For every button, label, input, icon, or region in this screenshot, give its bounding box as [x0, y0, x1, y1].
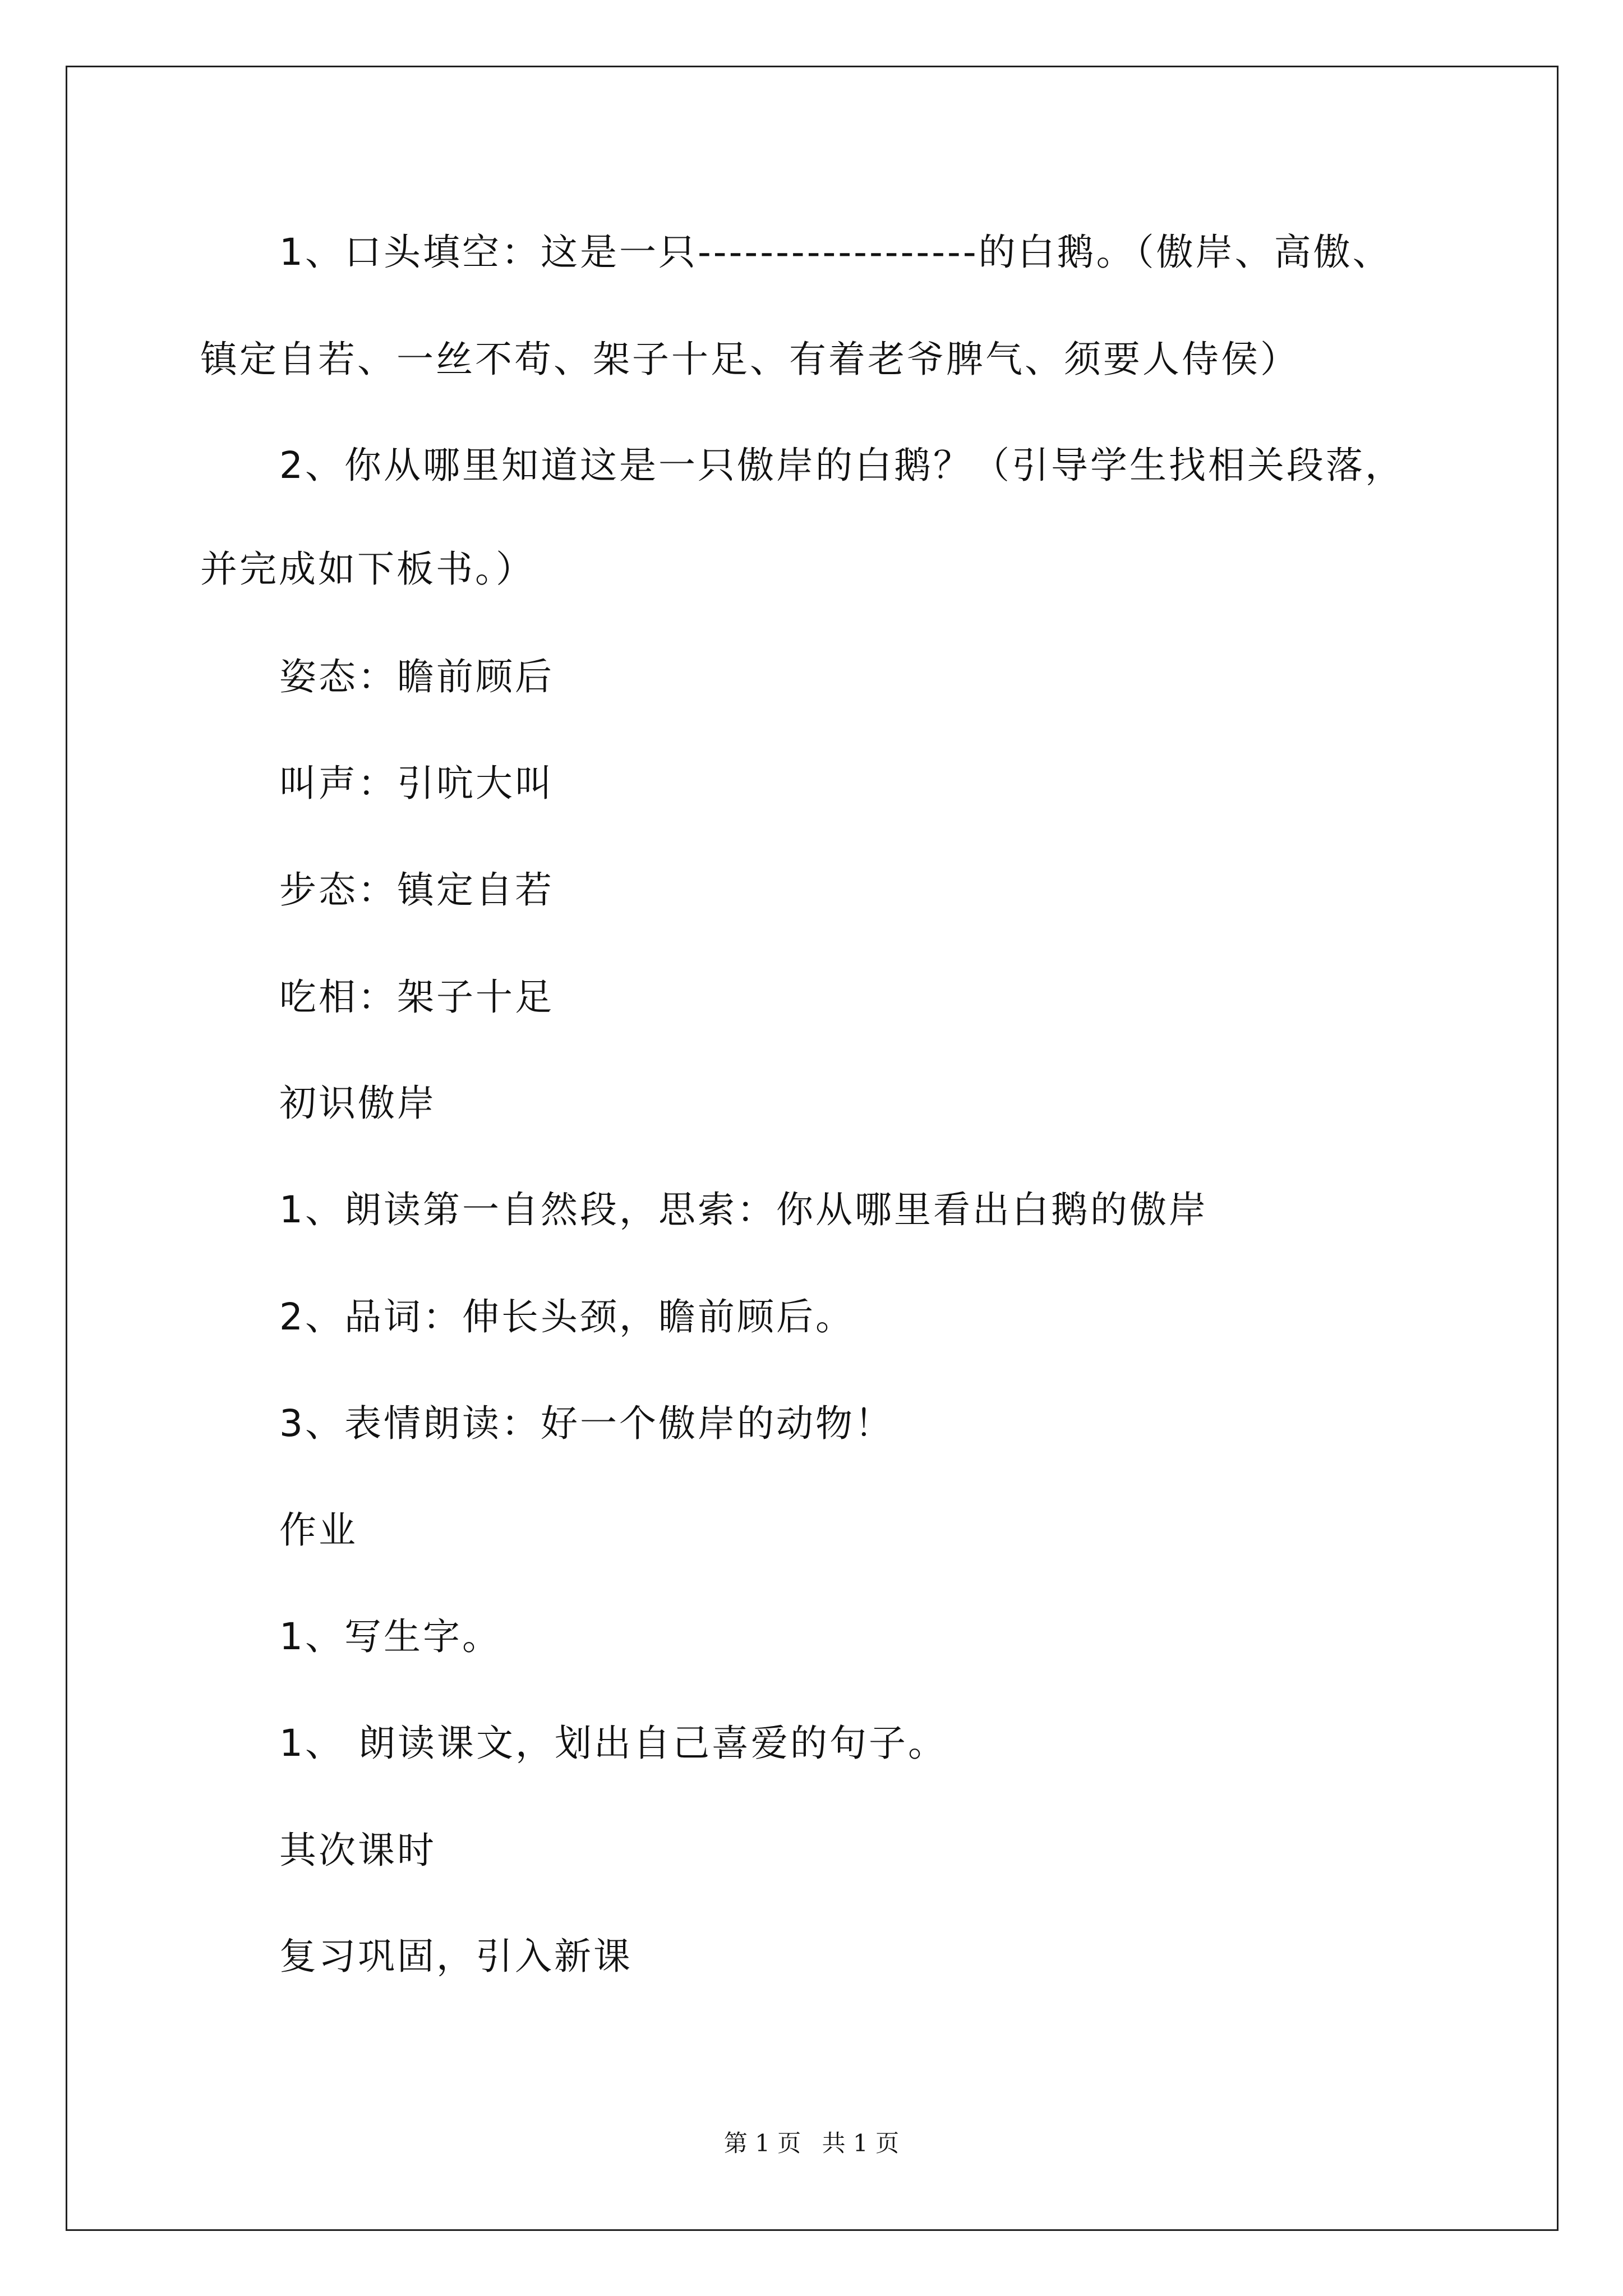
page-border: [66, 66, 1559, 2231]
text-line: 1、 朗读课文，划出自己喜爱的句子。: [279, 1722, 947, 1765]
text-line: 1、朗读第一自然段，思索：你从哪里看出白鹅的傲岸: [279, 1188, 1208, 1231]
text-line: 姿态：瞻前顾后: [279, 655, 554, 698]
paragraph-2-line-2: 并完成如下板书。）: [200, 547, 535, 591]
text-line: 叫声：引吭大叫: [279, 762, 554, 805]
paragraph-2-line-1: 2、你从哪里知道这是一只傲岸的白鹅？（引导学生找相关段落，: [279, 444, 1404, 487]
text-line: 1、写生字。: [279, 1615, 501, 1658]
section-heading: 作业: [279, 1508, 358, 1552]
text-line: 吃相：架子十足: [279, 976, 554, 1019]
paragraph-1-line-2: 镇定自若、一丝不苟、架子十足、有着老爷脾气、须要人侍侯）: [200, 338, 1299, 381]
page-number: 第 1 页: [723, 2129, 801, 2157]
text-line: 2、品词：伸长头颈，瞻前顾后。: [279, 1295, 855, 1338]
paragraph-1-line-1: 1、口头填空：这是一只------------------的白鹅。（傲岸、高傲、: [279, 231, 1392, 274]
text-line: 3、表情朗读：好一个傲岸的动物！: [279, 1402, 894, 1445]
page-total: 共 1 页: [822, 2129, 900, 2157]
text-line: 步态：镇定自若: [279, 868, 554, 912]
section-heading: 其次课时: [279, 1829, 436, 1872]
text-line: 复习巩固，引入新课: [279, 1935, 633, 1978]
section-heading: 初识傲岸: [279, 1082, 436, 1125]
page-footer: [0, 2128, 1623, 2159]
